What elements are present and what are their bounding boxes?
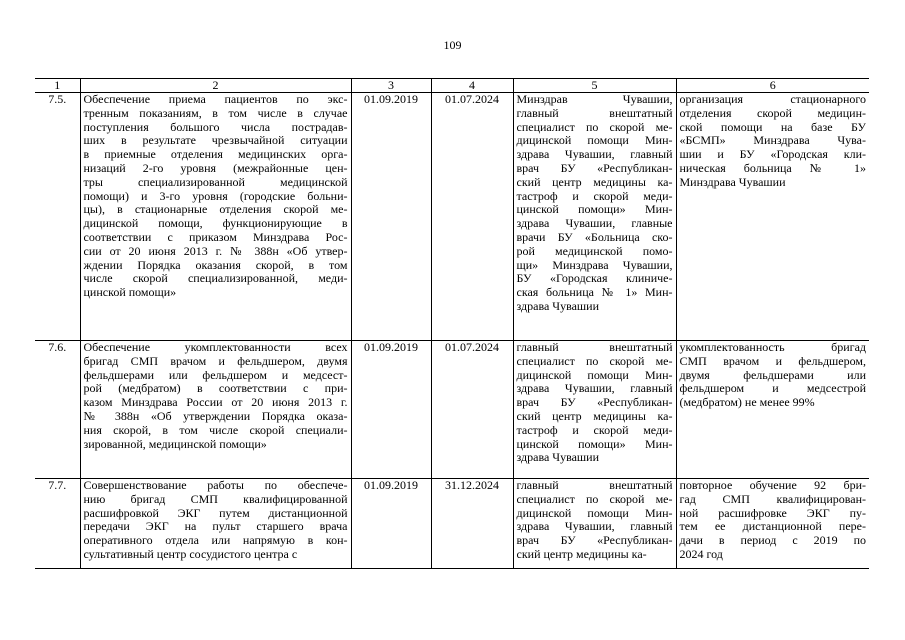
text-line: дицинской помощи, функционирующие в <box>83 216 348 231</box>
text-line: главный внештатный <box>516 478 673 492</box>
text-line: тастроф и скорой меди- <box>516 422 673 437</box>
text-line: помощи) и 3-го уровня (городские больни- <box>83 188 348 203</box>
text-line: здрава Чувашии, главный <box>516 147 673 162</box>
page-number: 109 <box>443 38 462 52</box>
text-line: оперативного отдела или напрямую в кон- <box>83 533 348 548</box>
text-line: цинской помощи» Мин- <box>516 202 673 217</box>
text-line: гад СМП квалифицирован- <box>679 491 866 506</box>
text-line: СМП врачом и фельдшером, <box>679 353 866 368</box>
text-line: Обеспечение приема пациентов по экс- <box>83 92 348 106</box>
text-line: казом Минздрава России от 20 июня 2013 г. <box>83 395 348 410</box>
text-line: передачи ЭКГ на пульт старшего врача <box>83 519 348 534</box>
text-line: рой (медбратом) в соответствии с при- <box>83 381 348 396</box>
text-line: ждении Порядка оказания скорой, в том <box>83 257 348 272</box>
column-header: 4 <box>431 79 513 93</box>
responsible-cell <box>513 341 676 479</box>
text-line: (медбратом) не менее 99% <box>679 395 815 410</box>
text-line: ской помощи на базе БУ <box>679 119 866 134</box>
text-line: зированной, медицинской помощи» <box>83 436 267 451</box>
text-line: Минздрав Чувашии, <box>516 92 673 106</box>
text-line: сультативный центр сосудистого центра с <box>83 546 298 561</box>
end-date-cell: 31.12.2024 <box>431 479 513 569</box>
text-line: дицинской помощи Мин- <box>516 133 673 148</box>
responsible-cell <box>513 93 676 341</box>
text-line: нию бригад СМП квалифицированной <box>83 491 348 506</box>
row-number-cell: 7.6. <box>35 341 80 479</box>
text-line: тры специализированной медицинской <box>83 174 348 189</box>
text-line: специалист по скорой ме- <box>516 491 673 506</box>
text-line: двумя фельдшерами или <box>679 367 866 382</box>
text-line: поступления большого числа пострадав- <box>83 119 348 134</box>
text-line: ническая больница № 1» <box>679 160 866 175</box>
text-line: цинской помощи» <box>83 285 177 300</box>
measures-table <box>35 78 869 569</box>
start-date-cell: 01.09.2019 <box>351 341 431 479</box>
start-date-cell: 01.09.2019 <box>351 93 431 341</box>
text-line: тем ее дистанционной пере- <box>679 519 866 534</box>
end-date-cell: 01.07.2024 <box>431 93 513 341</box>
text-line: здрава Чувашии, главные <box>516 216 673 231</box>
text-line: шии и БУ «Городская кли- <box>679 147 866 162</box>
text-line: дицинской помощи Мин- <box>516 367 673 382</box>
row-number-cell: 7.5. <box>35 93 80 341</box>
text-line: главный внештатный <box>516 105 673 120</box>
column-header: 5 <box>513 79 676 93</box>
text-line: врач БУ «Республикан- <box>516 160 673 175</box>
text-line: дачи в период с 2019 по <box>679 533 866 548</box>
text-line: щи» Минздрава Чувашии, <box>516 257 673 272</box>
text-line: организация стационарного <box>679 92 866 106</box>
text-line: цинской помощи» Мин- <box>516 436 673 451</box>
text-line: ной расшифровке ЭКГ пу- <box>679 505 866 520</box>
text-line: укомплектованность бригад <box>679 340 866 354</box>
text-line: БУ «Городская клиниче- <box>516 271 673 286</box>
text-line: «БСМП» Минздрава Чува- <box>679 133 866 148</box>
text-line: главный внештатный <box>516 340 673 354</box>
text-line: повторное обучение 92 бри- <box>679 478 866 492</box>
measure-description-cell <box>80 341 351 479</box>
text-line: ский центр медицины ка- <box>516 546 647 561</box>
text-line: ская больница № 1» Мин- <box>516 285 673 300</box>
table-header-row <box>35 79 869 93</box>
column-header: 1 <box>35 79 80 93</box>
text-line: здрава Чувашии <box>516 298 600 313</box>
result-cell <box>676 341 869 479</box>
start-date-cell: 01.09.2019 <box>351 479 431 569</box>
text-line: Обеспечение укомплектованности всех <box>83 340 348 354</box>
text-line: здрава Чувашии, главный <box>516 519 673 534</box>
end-date-cell: 01.07.2024 <box>431 341 513 479</box>
text-line: ния скорой, в том числе скорой специали- <box>83 422 348 437</box>
text-line: ский центр медицины ка- <box>516 174 673 189</box>
text-line: фельдшером и медсестрой <box>679 381 866 396</box>
text-line: ших в результате чрезвычайной ситуации <box>83 133 348 148</box>
measure-description-cell <box>80 479 351 569</box>
text-line: бригад СМП врачом и фельдшером, двумя <box>83 353 348 368</box>
row-number-cell: 7.7. <box>35 479 80 569</box>
column-header: 6 <box>676 79 869 93</box>
text-line: фельдшерами или фельдшером и медсест- <box>83 367 348 382</box>
table-row <box>35 479 869 569</box>
text-line: сии от 20 июня 2013 г. № 388н «Об утвер- <box>83 243 348 258</box>
table-row <box>35 93 869 341</box>
text-line: тастроф и скорой меди- <box>516 188 673 203</box>
column-header: 2 <box>80 79 351 93</box>
text-line: специалист по скорой ме- <box>516 353 673 368</box>
text-line: расшифровкой ЭКГ путем дистанционной <box>83 505 348 520</box>
text-line: № 388н «Об утверждении Порядка оказа- <box>83 408 348 423</box>
text-line: соответствии с приказом Минздрава Рос- <box>83 229 348 244</box>
text-line: здрава Чувашии <box>516 450 600 465</box>
responsible-cell <box>513 479 676 569</box>
text-line: Минздрава Чувашии <box>679 174 786 189</box>
text-line: врач БУ «Республикан- <box>516 395 673 410</box>
text-line: Совершенствование работы по обеспече- <box>83 478 348 492</box>
text-line: числе скорой специализированной, меди- <box>83 271 348 286</box>
text-line: врачи БУ «Больница ско- <box>516 229 673 244</box>
text-line: дицинской помощи Мин- <box>516 505 673 520</box>
text-line: ский центр медицины ка- <box>516 408 673 423</box>
text-line: рой медицинской помо- <box>516 243 673 258</box>
result-cell <box>676 479 869 569</box>
measure-description-cell <box>80 93 351 341</box>
text-line: цы), в стационарные отделения скорой ме- <box>83 202 348 217</box>
text-line: врач БУ «Республикан- <box>516 533 673 548</box>
text-line: 2024 год <box>679 546 723 561</box>
text-line: низаций 2-го уровня (межрайонные цен- <box>83 160 348 175</box>
text-line: специалист по скорой ме- <box>516 119 673 134</box>
column-header: 3 <box>351 79 431 93</box>
table-row <box>35 341 869 479</box>
text-line: отделения скорой медицин- <box>679 105 866 120</box>
result-cell <box>676 93 869 341</box>
text-line: здрава Чувашии, главный <box>516 381 673 396</box>
text-line: тренным показаниям, в том числе в случае <box>83 105 348 120</box>
text-line: в приемные отделения медицинских орга- <box>83 147 348 162</box>
